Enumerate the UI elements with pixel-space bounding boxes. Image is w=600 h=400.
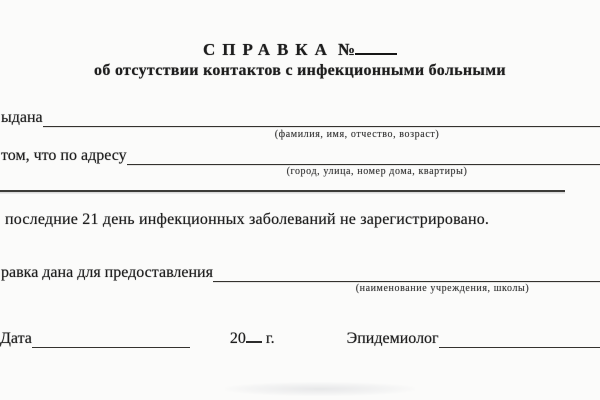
purpose-row xyxy=(0,261,600,282)
certificate-title xyxy=(0,39,600,60)
title-number-sign: № xyxy=(337,40,356,59)
purpose-fill-line xyxy=(213,261,600,282)
issued-hint: (фамилия, имя, отчество, возраст) xyxy=(274,129,440,140)
issued-label: ыдана xyxy=(1,109,43,126)
title-word: СПРАВКА xyxy=(202,40,334,59)
certificate-subtitle: об отсутствии контактов с инфекционными больными xyxy=(94,62,506,79)
year-blank-line xyxy=(246,328,262,343)
title-number-blank-line xyxy=(355,39,397,55)
issued-fill-line xyxy=(43,106,600,127)
blank-fill-line xyxy=(0,190,565,192)
year-suffix: г. xyxy=(265,330,275,347)
address-label: том, что по адресу xyxy=(1,147,127,164)
purpose-label: равка дана для предоставления xyxy=(1,264,213,281)
epidemiologist-label: Эпидемиолог xyxy=(346,330,439,347)
date-fill-line xyxy=(32,327,190,348)
address-fill-line xyxy=(127,144,600,165)
epidemiologist-fill-line xyxy=(439,327,600,348)
address-hint: (город, улица, номер дома, квартиры) xyxy=(286,166,468,177)
issued-row xyxy=(0,106,600,127)
footer-row xyxy=(0,327,600,348)
year-prefix: 20 xyxy=(229,330,246,347)
purpose-hint: (наименование учреждения, школы) xyxy=(355,283,530,294)
address-row xyxy=(0,144,600,165)
date-label: Дата xyxy=(0,330,32,347)
year-group xyxy=(230,328,275,348)
statement-text: последние 21 день инфекционных заболеваний не зарегистрировано. xyxy=(5,211,490,228)
scan-smudge xyxy=(225,382,415,396)
